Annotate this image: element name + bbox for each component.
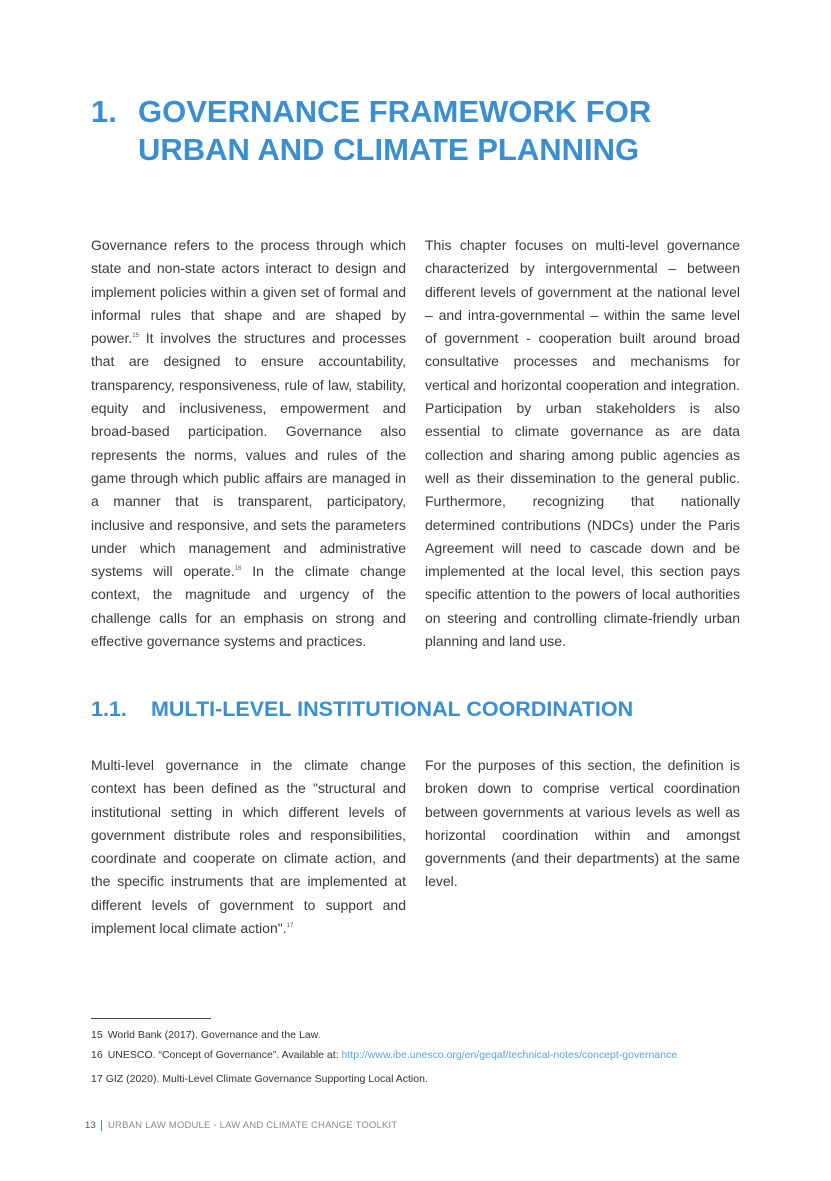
footnote-ref-16[interactable]: 16 <box>234 566 242 573</box>
footnote-15: 15 World Bank (2017). Governance and the Law. <box>91 1029 321 1041</box>
chapter-heading <box>91 93 711 169</box>
chapter-title-line-1: GOVERNANCE FRAMEWORK FOR <box>138 94 652 129</box>
unesco-link[interactable]: http://www.ibe.unesco.org/en/geqaf/technical-notes/concept-governance <box>341 1049 678 1061</box>
chapter-title-line-2: URBAN AND CLIMATE PLANNING <box>138 132 640 167</box>
section2-left-column <box>91 754 406 940</box>
multilevel-governance-paragraph: This chapter focuses on multi-level governance characterized by intergovernmental – between different levels of government at the national level – and intra-governmental – within the same level of government - cooperation built around broad consultative processes and mechanisms for vertical and horizontal cooperation and integration. Participation by urban stakeholders is also essential to climate governance as are data collection and sharing among public agencies as well as their dissemination to the general public. Furthermore, recognizing that nationally determined contributions (NDCs) under the Paris Agreement will need to cascade down and be implemented at the local level, this section pays specific attention to the powers of local authorities on steering and controlling climate-friendly urban planning and land use. <box>425 237 740 650</box>
section-heading <box>91 694 633 724</box>
footnote-ref-15[interactable]: 15 <box>132 333 139 340</box>
footer-title: URBAN LAW MODULE - LAW AND CLIMATE CHANGE TOOLKIT <box>107 1120 398 1131</box>
coordination-paragraph: For the purposes of this section, the definition is broken down to comprise vertical coordination between governments at various levels as well as horizontal coordination within and amongst governments (and their departments) at the same level. <box>425 757 740 890</box>
footnote-16: 16 UNESCO. “Concept of Governance”. Available at: http://www.ibe.unesco.org/en/geqaf/technical-notes/concept-governance <box>91 1049 678 1061</box>
page-footer <box>85 1119 397 1132</box>
footnote-17: 17 GIZ (2020). Multi-Level Climate Governance Supporting Local Action. <box>91 1073 428 1085</box>
footnote-divider <box>91 1018 211 1019</box>
section1-right-column <box>425 234 740 653</box>
page-number: 13 <box>85 1120 96 1131</box>
definition-paragraph: Multi-level governance in the climate change context has been defined as the "structural and institutional setting in which different levels of government distribute roles and responsibilities, coordinate and cooperate on climate action, and the specific instruments that are implemented at different levels of government to support and implement local climate action".$^{17}$ <box>91 757 406 937</box>
section2-right-column <box>425 754 740 894</box>
governance-paragraph: Governance refers to the process through which state and non-state actors interact to design and implement policies within a given set of formal and informal rules that shape and are shaped by power.$^{15}$ It involves the structures and processes that are designed to ensure accountability, transparency, responsiveness, rule of law, stability, equity and inclusiveness, empowerment and broad-based participation. Governance also represents the norms, values and rules of the game through which public affairs are managed in a manner that is transparent, participatory, inclusive and responsive, and sets the parameters under which management and administrative systems will operate.$^{16}$ In the climate change context, the magnitude and urgency of the challenge calls for an emphasis on strong and effective governance systems and practices. <box>91 237 406 650</box>
section-number: 1.1. <box>91 697 127 721</box>
footnote-ref-17[interactable]: 17 <box>286 923 294 930</box>
footer-divider <box>101 1120 102 1131</box>
chapter-number: 1. <box>91 94 117 129</box>
section-title: MULTI-LEVEL INSTITUTIONAL COORDINATION <box>151 697 634 721</box>
section1-left-column <box>91 234 406 653</box>
